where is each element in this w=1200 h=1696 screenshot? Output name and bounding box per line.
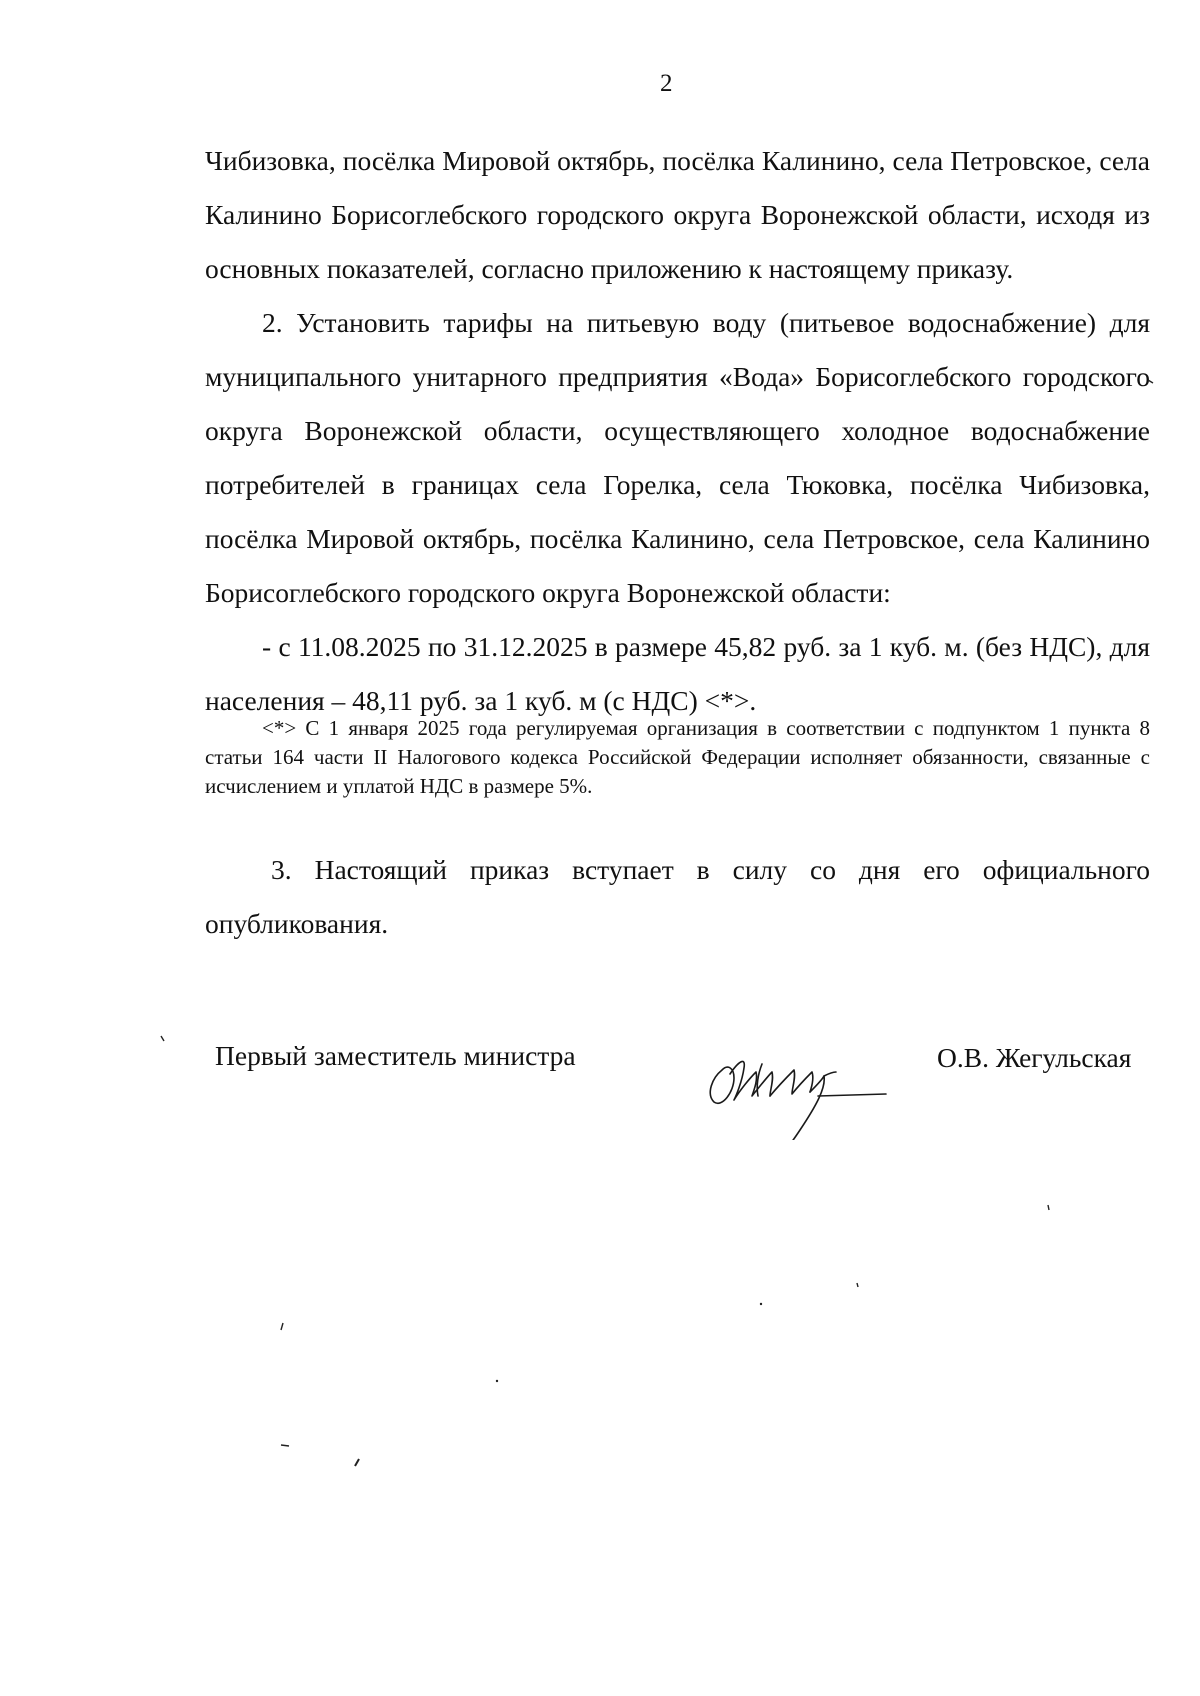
signer-name: О.В. Жегульская (937, 1042, 1132, 1073)
paragraph-item-3: 3. Настоящий приказ вступает в силу со дня его официального опубликования. (205, 854, 1150, 939)
page-number: 2 (660, 70, 673, 97)
main-body (205, 134, 1150, 728)
scan-speck (758, 1301, 764, 1307)
paragraph-item-2: 2. Установить тарифы на питьевую воду (питьевое водоснабжение) для муниципального унитарного предприятия «Вода» Борисоглебского городского округа Воронежской области, осуществляющего холодное водоснабжение потребителей в границах села Горелка, села Тюковка, посёлка Чибизовка, посёлка Мировой октябрь, посёлка Калинино, села Петровское, села Калинино Борисоглебского городского округа Воронежской области: (205, 307, 1150, 608)
scan-speck (494, 1378, 500, 1384)
scan-speck (279, 1322, 285, 1332)
footnote: <*> С 1 января 2025 года регулируемая организация в соответствии с подпунктом 1 пункта 8 статьи 164 части II Налогового кодекса Российской Федерации исполняет обязанности, связанные с исчислением и уплатой НДС в размере 5%. (205, 716, 1150, 798)
paragraph-continuation: Чибизовка, посёлка Мировой октябрь, посёлка Калинино, села Петровское, села Калинино Борисоглебского городского округа Воронежской области, исходя из основных показателей, согласно приложению к настоящему приказу. (205, 145, 1150, 284)
scan-speck (1046, 1204, 1052, 1212)
signer-position: Первый заместитель министра (215, 1040, 576, 1071)
scan-speck (353, 1458, 361, 1468)
scan-speck (280, 1443, 292, 1449)
handwritten-signature (700, 1030, 900, 1140)
scan-speck (1147, 379, 1155, 385)
scan-speck (160, 1035, 166, 1043)
paragraph-tariff: - с 11.08.2025 по 31.12.2025 в размере 45,82 руб. за 1 куб. м. (без НДС), для населения – 48,11 руб. за 1 куб. м (с НДС) <*>. (205, 631, 1150, 716)
scan-speck (855, 1282, 861, 1290)
